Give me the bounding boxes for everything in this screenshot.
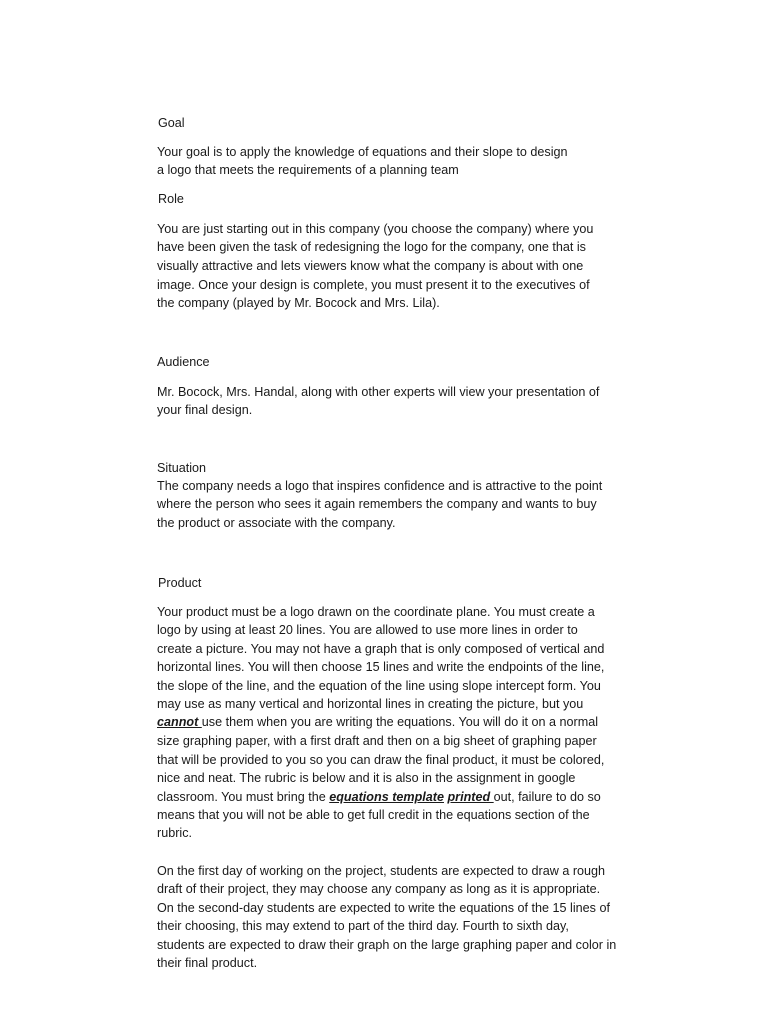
printed-emphasis: printed: [447, 790, 494, 804]
product-text-line: Your product must be a logo drawn on the coordinate plane. You must create a: [157, 605, 595, 619]
audience-heading: Audience: [157, 355, 210, 369]
situation-text-line: the product or associate with the company.: [157, 516, 396, 530]
equations-template-emphasis: equations template: [329, 790, 444, 804]
product-text-line: nice and neat. The rubric is below and it is also in the assignment in google: [157, 771, 576, 785]
role-text-line: the company (played by Mr. Bocock and Mrs. Lila).: [157, 296, 440, 310]
role-heading: Role: [158, 192, 184, 206]
product-heading: Product: [158, 576, 202, 590]
cannot-emphasis: cannot: [157, 715, 202, 729]
role-text-line: You are just starting out in this company (you choose the company) where you: [157, 222, 594, 236]
role-text-line: visually attractive and lets viewers know what the company is about with one: [157, 259, 584, 273]
product-text-line: that will be provided to you so you can draw the final product, it must be colored,: [157, 753, 605, 767]
product-text-line: may use as many vertical and horizontal lines in creating the picture, but you: [157, 697, 584, 711]
goal-heading: Goal: [158, 116, 185, 130]
cannot-rest-text: use them when you are writing the equations. You will do it on a normal: [201, 715, 599, 729]
product-text-line: size graphing paper, with a first draft and then on a big sheet of graphing paper: [157, 734, 597, 748]
product-text-line: horizontal lines. You will then choose 15 lines and write the endpoints of the line,: [157, 660, 605, 674]
product-text-line: logo by using at least 20 lines. You are allowed to use more lines in order to: [157, 623, 578, 637]
role-text-line: image. Once your design is complete, you must present it to the executives of: [157, 278, 590, 292]
situation-text-line: The company needs a logo that inspires confidence and is attractive to the point: [157, 479, 603, 493]
product-text-line: means that you will not be able to get full credit in the equations section of the: [157, 808, 590, 822]
schedule-text-line: their final product.: [157, 956, 258, 970]
audience-text-line: your final design.: [157, 403, 253, 417]
product-text-line: create a picture. You may not have a graph that is only composed of vertical and: [157, 642, 605, 656]
goal-text-line: a logo that meets the requirements of a planning team: [157, 163, 459, 177]
schedule-text-line: On the first day of working on the project, students are expected to draw a rough: [157, 864, 606, 878]
situation-text-line: where the person who sees it again remembers the company and wants to buy: [157, 497, 597, 511]
bring-post-text: out, failure to do so: [493, 790, 601, 804]
product-text-line: rubric.: [157, 826, 192, 840]
bring-pre-text: classroom. You must bring the: [157, 790, 330, 804]
schedule-text-line: On the second-day students are expected to write the equations of the 15 lines of: [157, 901, 610, 915]
goal-text-line: Your goal is to apply the knowledge of equations and their slope to design: [157, 145, 568, 159]
product-text-line-cannot: [157, 713, 598, 731]
product-text-line: the slope of the line, and the equation of the line using slope intercept form. You: [157, 679, 601, 693]
role-text-line: have been given the task of redesigning the logo for the company, one that is: [157, 240, 586, 254]
schedule-text-line: their choosing, this may extend to part of the third day. Fourth to sixth day,: [157, 919, 569, 933]
schedule-text-line: students are expected to draw their graph on the large graphing paper and color in: [157, 938, 617, 952]
product-text-line-bring: [157, 788, 601, 806]
schedule-text-line: draft of their project, they may choose any company as long as it is appropriate.: [157, 882, 601, 896]
situation-heading: Situation: [157, 461, 207, 475]
audience-text-line: Mr. Bocock, Mrs. Handal, along with other experts will view your presentation of: [157, 385, 600, 399]
